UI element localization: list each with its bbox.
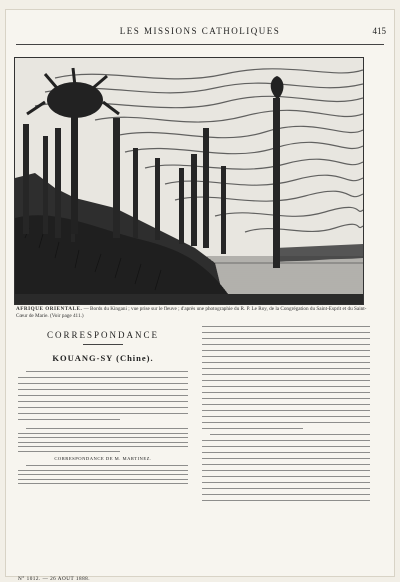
left-column	[18, 326, 188, 488]
running-header-title: LES MISSIONS CATHOLIQUES	[119, 26, 281, 36]
engraving-illustration	[14, 57, 364, 305]
right-column	[202, 326, 370, 506]
figure-caption-text: — Bords du Kingani ; vue prise sur le fleuve ; d'après une photographie du R. P. Le Roy, de la Congrégation du Saint-Esprit et du Saint-Cœur de Marie. (Voir page 411.)	[16, 306, 367, 319]
riverbank-palms-engraving	[15, 58, 363, 304]
page-number: 415	[372, 26, 386, 36]
section-heading: CORRESPONDANCE	[46, 330, 159, 340]
article-body-left	[18, 371, 188, 420]
running-header	[6, 24, 394, 40]
figure-caption-label: AFRIQUE ORIENTALE.	[16, 306, 83, 312]
section-heading-rule	[83, 344, 123, 345]
header-rule	[16, 44, 384, 45]
editor-note-block	[18, 428, 188, 484]
page	[6, 10, 394, 582]
article-subheading: KOUANG-SY (Chine).	[52, 353, 154, 363]
article-body-right	[202, 326, 370, 501]
correspondence-subnote: CORRESPONDANCE DE M. MARTINEZ.	[54, 455, 152, 461]
figure-caption	[16, 306, 368, 320]
issue-footer: N° 1012. — 26 AOUT 1888.	[18, 576, 91, 582]
